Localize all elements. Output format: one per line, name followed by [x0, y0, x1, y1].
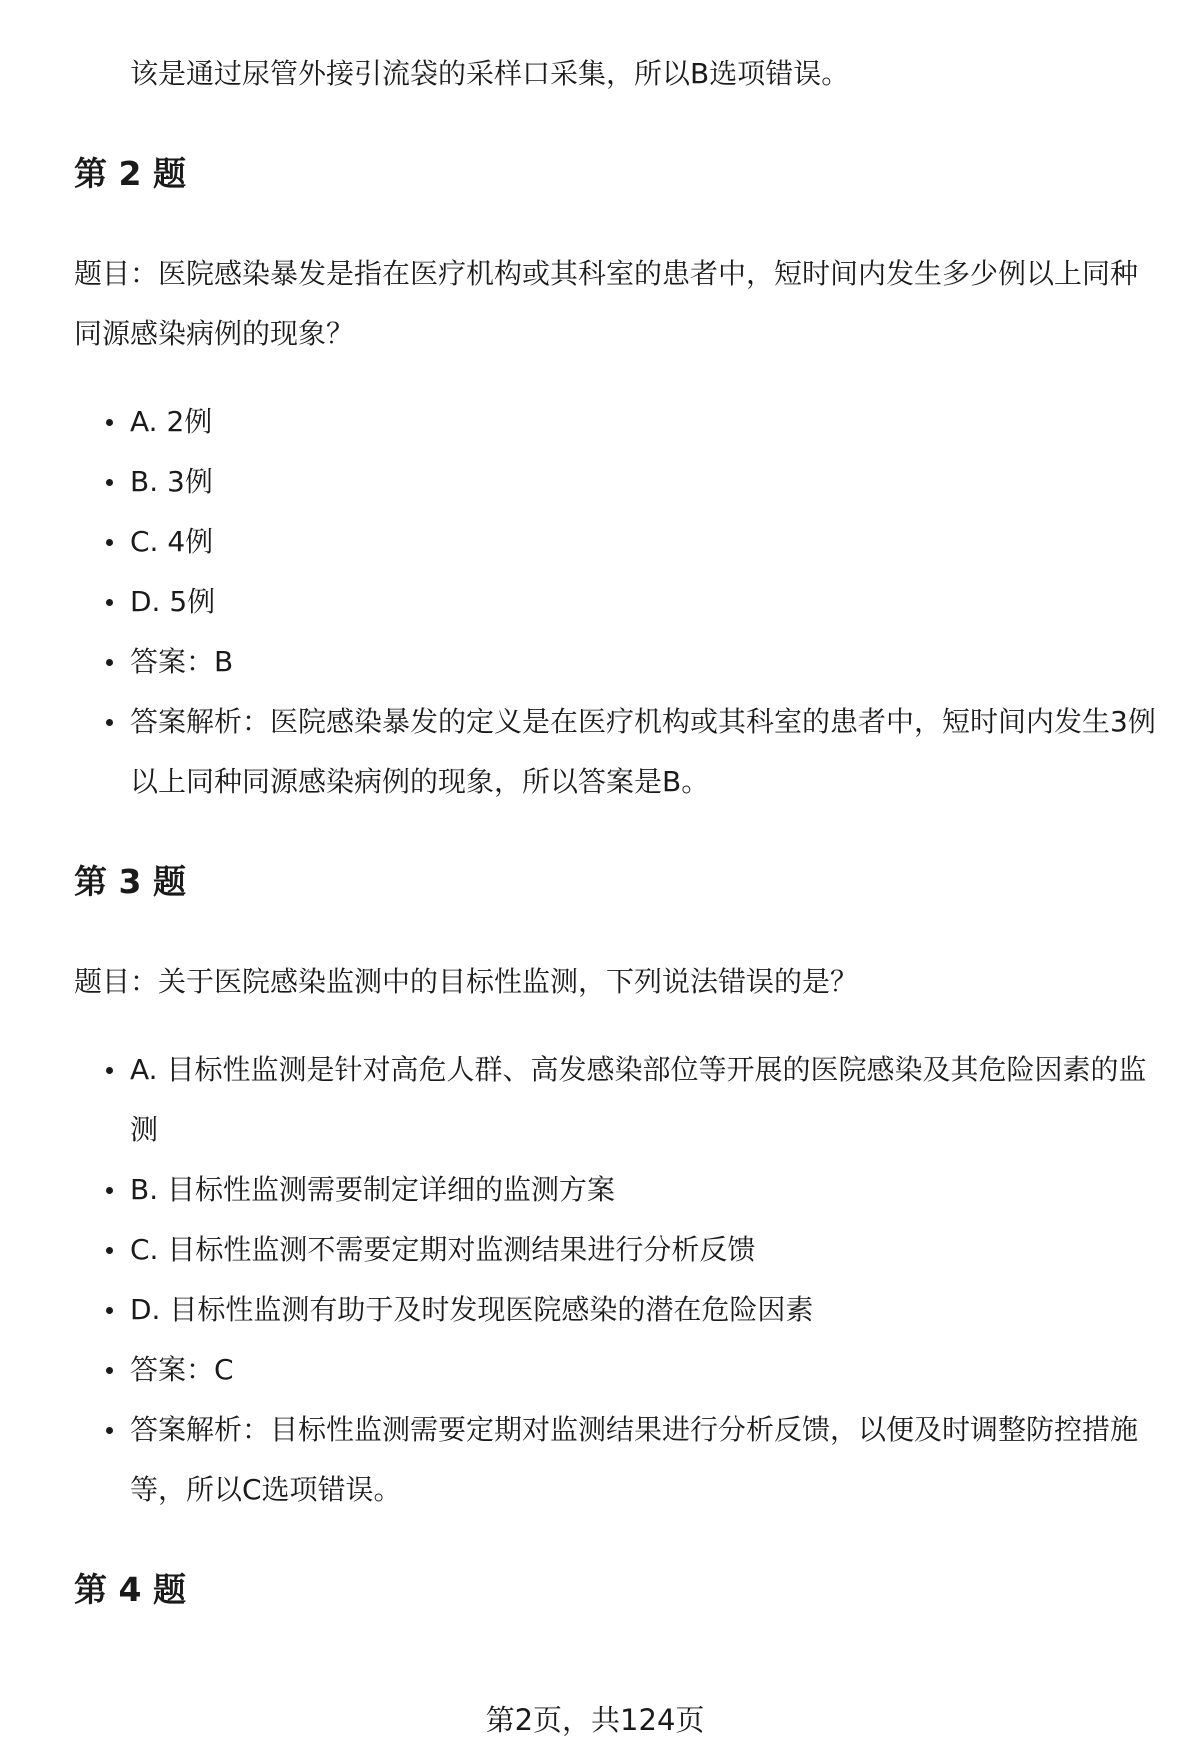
bullet-icon [106, 719, 113, 726]
option-c [74, 512, 1164, 572]
question-4 [74, 1568, 1164, 1612]
bullet-icon [106, 1247, 113, 1254]
bullet-icon [106, 419, 113, 426]
page-footer: 第2页，共124页 [485, 1703, 705, 1737]
option-text: B. 目标性监测需要制定详细的监测方案 [130, 1173, 616, 1206]
answer [74, 1340, 1164, 1400]
option-d [74, 572, 1164, 632]
question-3 [74, 860, 1164, 1520]
question-heading: 第 2 题 [74, 154, 186, 193]
answer-explanation [74, 1400, 1164, 1520]
question-stem: 题目：医院感染暴发是指在医疗机构或其科室的患者中，短时间内发生多少例以上同种同源感染病例的现象？ [74, 257, 1139, 350]
bullet-icon [106, 1307, 113, 1314]
option-d [74, 1280, 1164, 1340]
bullet-icon [106, 1427, 113, 1434]
answer [74, 632, 1164, 692]
answer-text: 答案：C [130, 1353, 234, 1386]
option-text: D. 5例 [130, 585, 216, 618]
question-stem: 题目：关于医院感染监测中的目标性监测，下列说法错误的是？ [74, 965, 859, 998]
answer-text: 答案：B [130, 645, 234, 678]
continuation-text: 该是通过尿管外接引流袋的采样口采集，所以B选项错误。 [130, 57, 850, 90]
option-b [74, 1160, 1164, 1220]
option-c [74, 1220, 1164, 1280]
explanation-text: 答案解析：目标性监测需要定期对监测结果进行分析反馈，以便及时调整防控措施等，所以C选项错误。 [130, 1413, 1139, 1506]
option-b [74, 452, 1164, 512]
option-text: D. 目标性监测有助于及时发现医院感染的潜在危险因素 [130, 1293, 814, 1326]
bullet-icon [106, 479, 113, 486]
bullet-icon [106, 659, 113, 666]
option-list [74, 1040, 1164, 1520]
option-a [74, 1040, 1164, 1160]
option-a [74, 392, 1164, 452]
answer-explanation [74, 692, 1164, 812]
explanation-text: 答案解析：医院感染暴发的定义是在医疗机构或其科室的患者中，短时间内发生3例以上同种同源感染病例的现象，所以答案是B。 [130, 705, 1156, 798]
bullet-icon [106, 539, 113, 546]
option-text: A. 2例 [130, 405, 213, 438]
bullet-icon [106, 599, 113, 606]
question-heading: 第 3 题 [74, 862, 186, 901]
option-text: C. 目标性监测不需要定期对监测结果进行分析反馈 [130, 1233, 756, 1266]
option-text: C. 4例 [130, 525, 214, 558]
option-text: B. 3例 [130, 465, 213, 498]
bullet-icon [106, 1367, 113, 1374]
question-heading: 第 4 题 [74, 1570, 186, 1609]
option-text: A. 目标性监测是针对高危人群、高发感染部位等开展的医院感染及其危险因素的监测 [130, 1053, 1147, 1146]
bullet-icon [106, 1067, 113, 1074]
question-2 [74, 152, 1164, 812]
bullet-icon [106, 1187, 113, 1194]
option-list [74, 392, 1164, 812]
page-content [74, 44, 1164, 1612]
